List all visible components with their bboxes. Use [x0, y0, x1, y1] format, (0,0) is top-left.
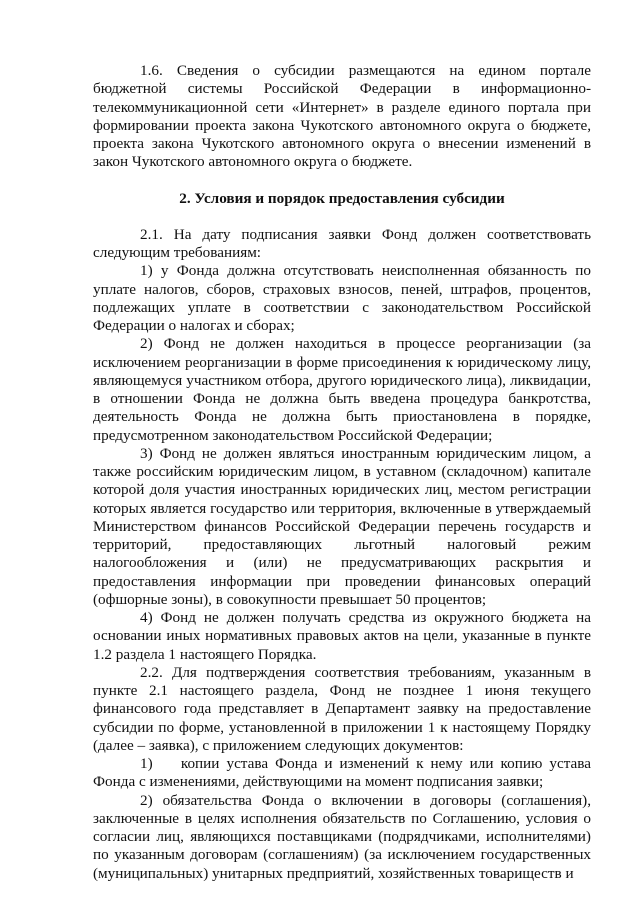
- paragraph-2-1-item-2: 2) Фонд не должен находиться в процессе реорганизации (за исключением реорганизации в форме присоединения к юридическому лицу, являющемуся участником отбора, другого юридического лица), ликвидации, в отношении Фонда не должна быть введена процедура банкротства, деятельность Фонда не должна быть приостановлена в порядке, предусмотренном законодательством Российской Федерации;: [93, 335, 591, 444]
- document-body: [93, 62, 591, 883]
- spacer: [93, 208, 591, 226]
- paragraph-2-1-item-3: 3) Фонд не должен являться иностранным юридическим лицом, а также российским юридическим лицом, в уставном (складочном) капитале которой доля участия иностранных юридических лиц, местом регистрации которых является государство или территория, включенные в утверждаемый Министерством финансов Российской Федерации перечень государств и территорий, предоставляющих льготный налоговый режим налогообложения и (или) не предусматривающих раскрытия и предоставления информации при проведении финансовых операций (офшорные зоны), в совокупности превышает 50 процентов;: [93, 444, 591, 608]
- paragraph-2-1-item-4: 4) Фонд не должен получать средства из окружного бюджета на основании иных нормативных правовых актов на цели, указанные в пункте 1.2 раздела 1 настоящего Порядка.: [93, 609, 591, 663]
- paragraph-2-2-item-2: 2) обязательства Фонда о включении в договоры (соглашения), заключенные в целях исполнения обязательств по Соглашению, условия о согласии лиц, являющихся поставщиками (подрядчиками, исполнителями) по указанным договорам (соглашениям) (за исключением государственных (муниципальных) унитарных предприятий, хозяйственных товариществ и: [93, 791, 591, 882]
- paragraph-2-1-item-1: 1) у Фонда должна отсутствовать неисполненная обязанность по уплате налогов, сборов, страховых взносов, пеней, штрафов, процентов, подлежащих уплате в соответствии с законодательством Российской Федерации о налогах и сборах;: [93, 262, 591, 334]
- paragraph-2-1: 2.1. На дату подписания заявки Фонд должен соответствовать следующим требованиям:: [93, 225, 591, 261]
- paragraph-2-2-item-1: 1) копии устава Фонда и изменений к нему или копию устава Фонда с изменениями, действующими на момент подписания заявки;: [93, 755, 591, 791]
- paragraph-2-2: 2.2. Для подтверждения соответствия требованиям, указанным в пункте 2.1 настоящего раздела, Фонд не позднее 1 июня текущего финансового года представляет в Департамент заявку на предоставление субсидии по форме, установленной в приложении 1 к настоящему Порядку (далее – заявка), с приложением следующих документов:: [93, 663, 591, 754]
- spacer: [93, 172, 591, 190]
- section-heading: 2. Условия и порядок предоставления субсидии: [179, 189, 505, 207]
- paragraph-1-6: 1.6. Сведения о субсидии размещаются на едином портале бюджетной системы Российской Федерации в информационно-телекоммуникационной сети «Интернет» в разделе единого портала при формировании проекта закона Чукотского автономного округа о бюджете, проекта закона Чукотского автономного округа о внесении изменений в закон Чукотского автономного округа о бюджете.: [93, 62, 591, 171]
